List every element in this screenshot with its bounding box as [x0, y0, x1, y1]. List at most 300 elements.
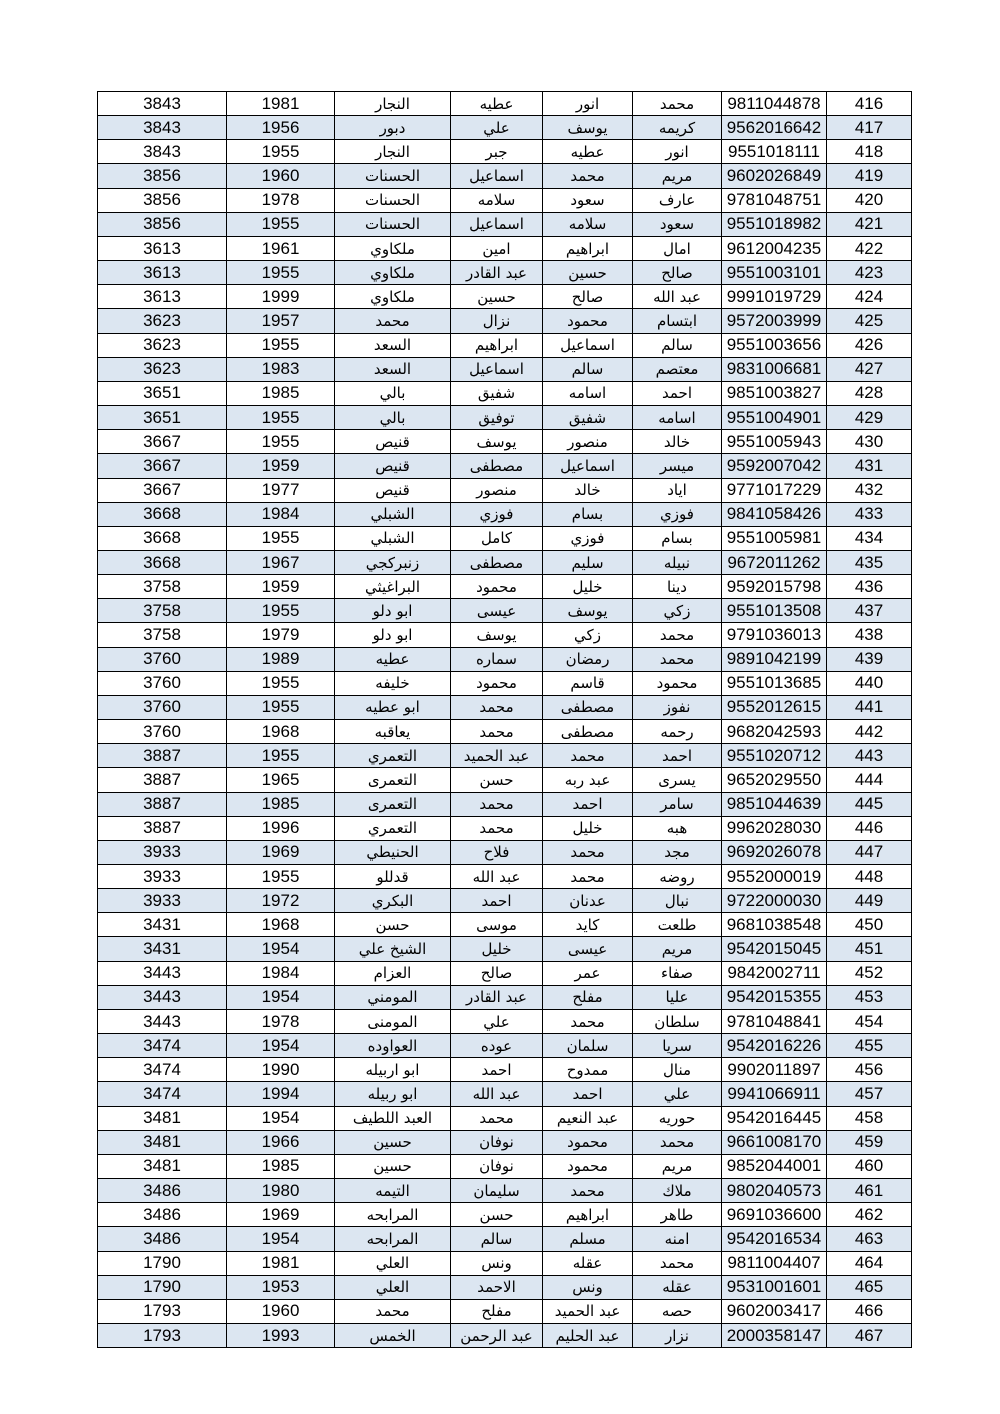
records-table: [97, 91, 912, 1348]
birth-year-cell: 1955: [227, 261, 335, 285]
row-number-cell: 416: [827, 92, 912, 116]
group-code-cell: 3760: [98, 671, 227, 695]
grandfather-name-cell: توفيق: [451, 406, 543, 430]
grandfather-name-cell: كامل: [451, 526, 543, 550]
family-name-cell: ملكاوي: [335, 261, 451, 285]
grandfather-name-cell: فوزي: [451, 502, 543, 526]
national-id-cell: 9592015798: [722, 575, 827, 599]
table-row: [98, 623, 912, 647]
group-code-cell: 3887: [98, 768, 227, 792]
row-number-cell: 458: [827, 1106, 912, 1130]
grandfather-name-cell: مفلح: [451, 1299, 543, 1323]
first-name-cell: ميسر: [633, 454, 722, 478]
national-id-cell: 9842002711: [722, 961, 827, 985]
row-number-cell: 444: [827, 768, 912, 792]
family-name-cell: التعمرى: [335, 768, 451, 792]
national-id-cell: 9531001601: [722, 1275, 827, 1299]
father-name-cell: مصطفى: [543, 695, 633, 719]
table-row: [98, 357, 912, 381]
father-name-cell: محمد: [543, 164, 633, 188]
first-name-cell: محمد: [633, 623, 722, 647]
family-name-cell: قنيص: [335, 478, 451, 502]
group-code-cell: 3486: [98, 1179, 227, 1203]
father-name-cell: محمد: [543, 744, 633, 768]
first-name-cell: روضه: [633, 865, 722, 889]
national-id-cell: 9902011897: [722, 1058, 827, 1082]
table-row: [98, 913, 912, 937]
row-number-cell: 443: [827, 744, 912, 768]
national-id-cell: 9841058426: [722, 502, 827, 526]
birth-year-cell: 1985: [227, 1154, 335, 1178]
table-row: [98, 961, 912, 985]
national-id-cell: 9941066911: [722, 1082, 827, 1106]
table-row: [98, 526, 912, 550]
row-number-cell: 455: [827, 1034, 912, 1058]
grandfather-name-cell: محمد: [451, 792, 543, 816]
national-id-cell: 9811004407: [722, 1251, 827, 1275]
row-number-cell: 450: [827, 913, 912, 937]
table-row: [98, 889, 912, 913]
grandfather-name-cell: عيسى: [451, 599, 543, 623]
family-name-cell: دبور: [335, 116, 451, 140]
birth-year-cell: 1955: [227, 865, 335, 889]
birth-year-cell: 1984: [227, 502, 335, 526]
grandfather-name-cell: محمد: [451, 695, 543, 719]
father-name-cell: سعود: [543, 188, 633, 212]
table-row: [98, 212, 912, 236]
grandfather-name-cell: عبد الرحمن: [451, 1323, 543, 1347]
father-name-cell: يوسف: [543, 599, 633, 623]
family-name-cell: السعد: [335, 357, 451, 381]
father-name-cell: منصور: [543, 430, 633, 454]
group-code-cell: 3651: [98, 406, 227, 430]
row-number-cell: 452: [827, 961, 912, 985]
family-name-cell: البكري: [335, 889, 451, 913]
family-name-cell: العبد اللطيف: [335, 1106, 451, 1130]
table-row: [98, 695, 912, 719]
first-name-cell: محمود: [633, 671, 722, 695]
group-code-cell: 3613: [98, 285, 227, 309]
row-number-cell: 428: [827, 381, 912, 405]
family-name-cell: العواوده: [335, 1034, 451, 1058]
row-number-cell: 417: [827, 116, 912, 140]
table-row: [98, 1154, 912, 1178]
row-number-cell: 445: [827, 792, 912, 816]
table-row: [98, 671, 912, 695]
group-code-cell: 3443: [98, 985, 227, 1009]
national-id-cell: 9781048841: [722, 1009, 827, 1033]
first-name-cell: معتصم: [633, 357, 722, 381]
row-number-cell: 436: [827, 575, 912, 599]
group-code-cell: 1793: [98, 1323, 227, 1347]
first-name-cell: دينا: [633, 575, 722, 599]
father-name-cell: عطيه: [543, 140, 633, 164]
national-id-cell: 9612004235: [722, 236, 827, 260]
first-name-cell: عقله: [633, 1275, 722, 1299]
first-name-cell: طاهر: [633, 1203, 722, 1227]
first-name-cell: عليا: [633, 985, 722, 1009]
table-row: [98, 792, 912, 816]
group-code-cell: 3667: [98, 478, 227, 502]
table-row: [98, 285, 912, 309]
table-row: [98, 1034, 912, 1058]
national-id-cell: 9962028030: [722, 816, 827, 840]
group-code-cell: 3887: [98, 816, 227, 840]
grandfather-name-cell: عبد القادر: [451, 261, 543, 285]
father-name-cell: بسام: [543, 502, 633, 526]
father-name-cell: ممدوح: [543, 1058, 633, 1082]
father-name-cell: سلامه: [543, 212, 633, 236]
group-code-cell: 3758: [98, 623, 227, 647]
group-code-cell: 3856: [98, 212, 227, 236]
group-code-cell: 3933: [98, 889, 227, 913]
birth-year-cell: 1956: [227, 116, 335, 140]
birth-year-cell: 1953: [227, 1275, 335, 1299]
group-code-cell: 3667: [98, 454, 227, 478]
table-row: [98, 816, 912, 840]
table-row: [98, 1130, 912, 1154]
national-id-cell: 9771017229: [722, 478, 827, 502]
grandfather-name-cell: احمد: [451, 1058, 543, 1082]
birth-year-cell: 1955: [227, 333, 335, 357]
father-name-cell: عبد الحميد: [543, 1299, 633, 1323]
group-code-cell: 3843: [98, 140, 227, 164]
family-name-cell: الشبلي: [335, 502, 451, 526]
grandfather-name-cell: يوسف: [451, 430, 543, 454]
table-row: [98, 840, 912, 864]
national-id-cell: 9542015045: [722, 937, 827, 961]
father-name-cell: عدنان: [543, 889, 633, 913]
family-name-cell: العلي: [335, 1251, 451, 1275]
group-code-cell: 3760: [98, 647, 227, 671]
national-id-cell: 9851044639: [722, 792, 827, 816]
group-code-cell: 3668: [98, 526, 227, 550]
row-number-cell: 453: [827, 985, 912, 1009]
row-number-cell: 463: [827, 1227, 912, 1251]
family-name-cell: محمد: [335, 309, 451, 333]
row-number-cell: 430: [827, 430, 912, 454]
birth-year-cell: 1981: [227, 92, 335, 116]
table-row: [98, 381, 912, 405]
birth-year-cell: 1955: [227, 140, 335, 164]
row-number-cell: 456: [827, 1058, 912, 1082]
father-name-cell: اسماعيل: [543, 454, 633, 478]
first-name-cell: سريا: [633, 1034, 722, 1058]
group-code-cell: 3668: [98, 550, 227, 574]
family-name-cell: بالي: [335, 381, 451, 405]
row-number-cell: 440: [827, 671, 912, 695]
table-row: [98, 406, 912, 430]
birth-year-cell: 1955: [227, 599, 335, 623]
birth-year-cell: 1955: [227, 212, 335, 236]
family-name-cell: الشبلي: [335, 526, 451, 550]
national-id-cell: 9551018982: [722, 212, 827, 236]
first-name-cell: صالح: [633, 261, 722, 285]
grandfather-name-cell: سلامه: [451, 188, 543, 212]
first-name-cell: اسامه: [633, 406, 722, 430]
father-name-cell: محمود: [543, 309, 633, 333]
family-name-cell: الخمس: [335, 1323, 451, 1347]
group-code-cell: 3760: [98, 720, 227, 744]
row-number-cell: 429: [827, 406, 912, 430]
birth-year-cell: 1954: [227, 985, 335, 1009]
row-number-cell: 433: [827, 502, 912, 526]
father-name-cell: محمد: [543, 1179, 633, 1203]
table-row: [98, 1299, 912, 1323]
row-number-cell: 460: [827, 1154, 912, 1178]
father-name-cell: عيسى: [543, 937, 633, 961]
grandfather-name-cell: عبد الله: [451, 865, 543, 889]
group-code-cell: 1790: [98, 1251, 227, 1275]
row-number-cell: 459: [827, 1130, 912, 1154]
first-name-cell: زكي: [633, 599, 722, 623]
father-name-cell: مسلم: [543, 1227, 633, 1251]
father-name-cell: ونس: [543, 1275, 633, 1299]
father-name-cell: انور: [543, 92, 633, 116]
first-name-cell: نزار: [633, 1323, 722, 1347]
father-name-cell: قاسم: [543, 671, 633, 695]
family-name-cell: ابو ربيله: [335, 1082, 451, 1106]
group-code-cell: 3887: [98, 792, 227, 816]
grandfather-name-cell: محمد: [451, 1106, 543, 1130]
table-row: [98, 140, 912, 164]
father-name-cell: خالد: [543, 478, 633, 502]
birth-year-cell: 1955: [227, 695, 335, 719]
father-name-cell: سلمان: [543, 1034, 633, 1058]
national-id-cell: 9692026078: [722, 840, 827, 864]
grandfather-name-cell: محمد: [451, 816, 543, 840]
table-row: [98, 1058, 912, 1082]
row-number-cell: 438: [827, 623, 912, 647]
grandfather-name-cell: فلاح: [451, 840, 543, 864]
birth-year-cell: 1954: [227, 937, 335, 961]
first-name-cell: نفوز: [633, 695, 722, 719]
father-name-cell: عبد ربه: [543, 768, 633, 792]
first-name-cell: سالم: [633, 333, 722, 357]
first-name-cell: بسام: [633, 526, 722, 550]
table-row: [98, 478, 912, 502]
birth-year-cell: 1977: [227, 478, 335, 502]
table-row: [98, 1179, 912, 1203]
family-name-cell: التعمري: [335, 816, 451, 840]
row-number-cell: 435: [827, 550, 912, 574]
first-name-cell: رحمه: [633, 720, 722, 744]
first-name-cell: محمد: [633, 647, 722, 671]
row-number-cell: 467: [827, 1323, 912, 1347]
group-code-cell: 1790: [98, 1275, 227, 1299]
first-name-cell: احمد: [633, 744, 722, 768]
national-id-cell: 9722000030: [722, 889, 827, 913]
first-name-cell: حوريه: [633, 1106, 722, 1130]
table-row: [98, 744, 912, 768]
national-id-cell: 9661008170: [722, 1130, 827, 1154]
national-id-cell: 9542016445: [722, 1106, 827, 1130]
birth-year-cell: 1968: [227, 913, 335, 937]
table-row: [98, 1275, 912, 1299]
family-name-cell: البراغيثي: [335, 575, 451, 599]
father-name-cell: كايد: [543, 913, 633, 937]
family-name-cell: قنيص: [335, 430, 451, 454]
national-id-cell: 9551003101: [722, 261, 827, 285]
row-number-cell: 434: [827, 526, 912, 550]
family-name-cell: النجار: [335, 140, 451, 164]
father-name-cell: شفيق: [543, 406, 633, 430]
group-code-cell: 3481: [98, 1130, 227, 1154]
family-name-cell: السعد: [335, 333, 451, 357]
row-number-cell: 454: [827, 1009, 912, 1033]
national-id-cell: 9542015355: [722, 985, 827, 1009]
group-code-cell: 3933: [98, 865, 227, 889]
grandfather-name-cell: سليمان: [451, 1179, 543, 1203]
grandfather-name-cell: سالم: [451, 1227, 543, 1251]
table-row: [98, 261, 912, 285]
national-id-cell: 9851003827: [722, 381, 827, 405]
first-name-cell: حصه: [633, 1299, 722, 1323]
national-id-cell: 9602026849: [722, 164, 827, 188]
grandfather-name-cell: سماره: [451, 647, 543, 671]
first-name-cell: محمد: [633, 1251, 722, 1275]
birth-year-cell: 1965: [227, 768, 335, 792]
first-name-cell: سلطان: [633, 1009, 722, 1033]
table-row: [98, 550, 912, 574]
family-name-cell: بالي: [335, 406, 451, 430]
birth-year-cell: 1954: [227, 1034, 335, 1058]
table-row: [98, 309, 912, 333]
group-code-cell: 3623: [98, 309, 227, 333]
row-number-cell: 451: [827, 937, 912, 961]
group-code-cell: 3474: [98, 1034, 227, 1058]
group-code-cell: 3651: [98, 381, 227, 405]
father-name-cell: محمود: [543, 1154, 633, 1178]
family-name-cell: قدللو: [335, 865, 451, 889]
father-name-cell: رمضان: [543, 647, 633, 671]
row-number-cell: 427: [827, 357, 912, 381]
first-name-cell: محمد: [633, 92, 722, 116]
birth-year-cell: 1955: [227, 671, 335, 695]
father-name-cell: ابراهيم: [543, 1203, 633, 1227]
birth-year-cell: 1989: [227, 647, 335, 671]
national-id-cell: 9831006681: [722, 357, 827, 381]
row-number-cell: 447: [827, 840, 912, 864]
grandfather-name-cell: جبر: [451, 140, 543, 164]
group-code-cell: 3760: [98, 695, 227, 719]
birth-year-cell: 1972: [227, 889, 335, 913]
row-number-cell: 446: [827, 816, 912, 840]
grandfather-name-cell: امين: [451, 236, 543, 260]
national-id-cell: 9552000019: [722, 865, 827, 889]
birth-year-cell: 1960: [227, 164, 335, 188]
family-name-cell: يعاقبه: [335, 720, 451, 744]
first-name-cell: مجد: [633, 840, 722, 864]
first-name-cell: مريم: [633, 1154, 722, 1178]
family-name-cell: حسن: [335, 913, 451, 937]
row-number-cell: 419: [827, 164, 912, 188]
grandfather-name-cell: نزال: [451, 309, 543, 333]
grandfather-name-cell: حسن: [451, 768, 543, 792]
row-number-cell: 462: [827, 1203, 912, 1227]
national-id-cell: 9551018111: [722, 140, 827, 164]
family-name-cell: النجار: [335, 92, 451, 116]
group-code-cell: 3843: [98, 92, 227, 116]
family-name-cell: محمد: [335, 1299, 451, 1323]
father-name-cell: احمد: [543, 792, 633, 816]
row-number-cell: 421: [827, 212, 912, 236]
father-name-cell: سليم: [543, 550, 633, 574]
father-name-cell: اسامه: [543, 381, 633, 405]
birth-year-cell: 1954: [227, 1106, 335, 1130]
row-number-cell: 449: [827, 889, 912, 913]
father-name-cell: خليل: [543, 816, 633, 840]
group-code-cell: 1793: [98, 1299, 227, 1323]
first-name-cell: منال: [633, 1058, 722, 1082]
family-name-cell: خليفه: [335, 671, 451, 695]
grandfather-name-cell: علي: [451, 1009, 543, 1033]
national-id-cell: 9682042593: [722, 720, 827, 744]
family-name-cell: الشيخ علي: [335, 937, 451, 961]
table-row: [98, 1227, 912, 1251]
table-row: [98, 430, 912, 454]
grandfather-name-cell: عبد الحميد: [451, 744, 543, 768]
group-code-cell: 3758: [98, 575, 227, 599]
birth-year-cell: 1961: [227, 236, 335, 260]
group-code-cell: 3856: [98, 164, 227, 188]
row-number-cell: 441: [827, 695, 912, 719]
first-name-cell: انور: [633, 140, 722, 164]
father-name-cell: اسماعيل: [543, 333, 633, 357]
first-name-cell: فوزي: [633, 502, 722, 526]
national-id-cell: 9802040573: [722, 1179, 827, 1203]
grandfather-name-cell: مصطفى: [451, 550, 543, 574]
birth-year-cell: 1981: [227, 1251, 335, 1275]
group-code-cell: 3443: [98, 961, 227, 985]
grandfather-name-cell: اسماعيل: [451, 164, 543, 188]
father-name-cell: محمد: [543, 1009, 633, 1033]
first-name-cell: ابتسام: [633, 309, 722, 333]
national-id-cell: 9551004901: [722, 406, 827, 430]
table-row: [98, 865, 912, 889]
national-id-cell: 9652029550: [722, 768, 827, 792]
birth-year-cell: 1993: [227, 1323, 335, 1347]
first-name-cell: امنه: [633, 1227, 722, 1251]
birth-year-cell: 1955: [227, 406, 335, 430]
father-name-cell: سالم: [543, 357, 633, 381]
grandfather-name-cell: عبد القادر: [451, 985, 543, 1009]
national-id-cell: 9852044001: [722, 1154, 827, 1178]
father-name-cell: عبد الحليم: [543, 1323, 633, 1347]
family-name-cell: ابو عطيه: [335, 695, 451, 719]
birth-year-cell: 1980: [227, 1179, 335, 1203]
table-row: [98, 1106, 912, 1130]
row-number-cell: 420: [827, 188, 912, 212]
group-code-cell: 3481: [98, 1106, 227, 1130]
grandfather-name-cell: خليل: [451, 937, 543, 961]
family-name-cell: ابو اربيله: [335, 1058, 451, 1082]
table-row: [98, 768, 912, 792]
group-code-cell: 3486: [98, 1203, 227, 1227]
grandfather-name-cell: مصطفى: [451, 454, 543, 478]
family-name-cell: المومنى: [335, 1009, 451, 1033]
grandfather-name-cell: شفيق: [451, 381, 543, 405]
row-number-cell: 457: [827, 1082, 912, 1106]
father-name-cell: محمود: [543, 1130, 633, 1154]
first-name-cell: مريم: [633, 937, 722, 961]
family-name-cell: المرابحه: [335, 1203, 451, 1227]
first-name-cell: صفاء: [633, 961, 722, 985]
group-code-cell: 3474: [98, 1058, 227, 1082]
family-name-cell: ابو دلو: [335, 623, 451, 647]
row-number-cell: 424: [827, 285, 912, 309]
first-name-cell: خالد: [633, 430, 722, 454]
